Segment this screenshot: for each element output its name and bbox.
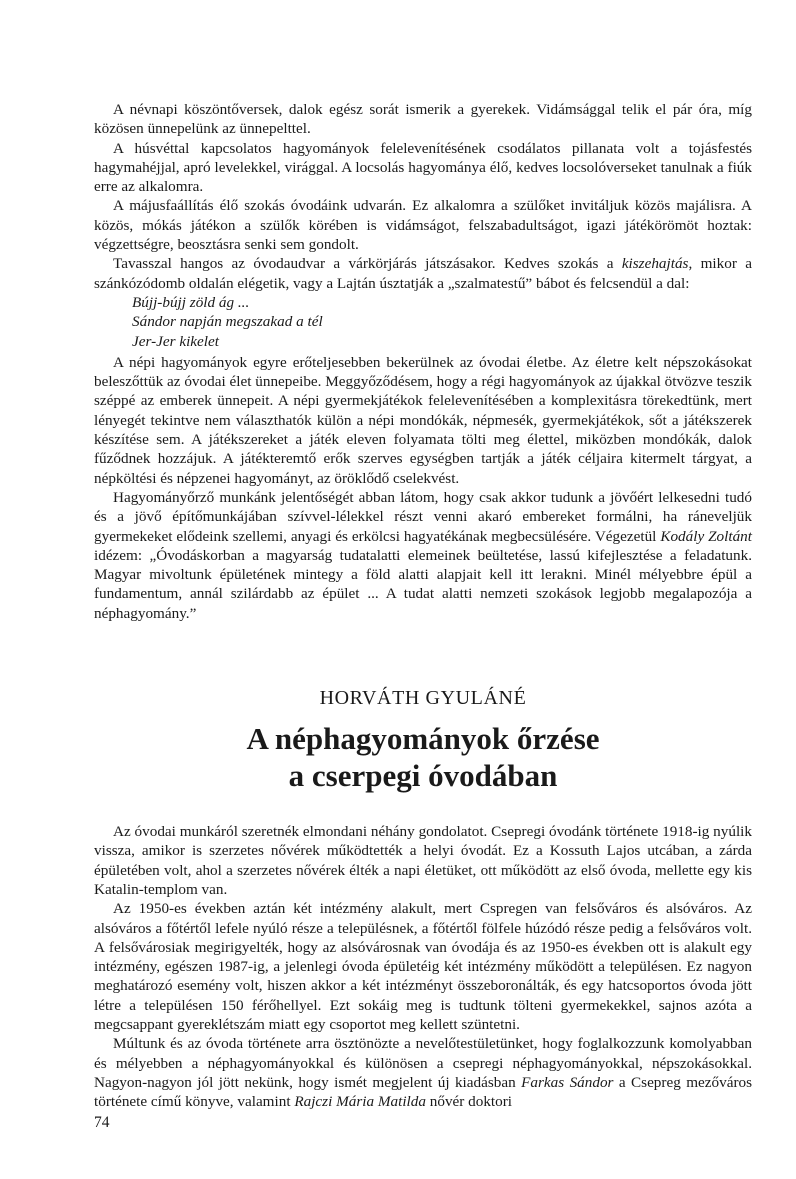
text-run: Hagyományőrző munkánk jelentőségét abban látom, hogy csak akkor tudunk a jövőért lelkesedni tudó és a jövő építőmunkájában szívvel-lélekkel részt venni akaró embereket formálni, ha ráneveljük gyermekeket elődeink szellemi, anyagi és erkölcsi hagyatékának megbecsülésére. Végezetül [94,488,752,545]
paragraph [94,488,752,623]
paragraph: A névnapi köszöntőversek, dalok egész sorát ismerik a gyerekek. Vidámsággal telik el pár óra, míg közösen ünnepelünk az ünnepelttel. [94,101,752,138]
paragraph: A húsvéttal kapcsolatos hagyományok felelevenítésének csodálatos pillanata volt a tojásfestés hagymahéjjal, apró levelekkel, virággal. A locsolás hagyománya élő, kedves locsolóverseket tanulnak a fiúk erre az alkalomra. [94,139,752,196]
paragraph [94,1034,752,1111]
page-body [94,100,752,1111]
text-run: Tavasszal hangos az óvodaudvar a várkörjárás játszásakor. Kedves szokás a [113,255,622,273]
italic-name: Farkas Sándor [521,1073,614,1091]
paragraph [94,254,752,293]
italic-name: Rajczi Mária Matilda [294,1093,426,1111]
text-run: a Csepreg mezőváros története című könyve, valamint [94,1073,753,1111]
paragraph: A májusfaállítás élő szokás óvodáink udvarán. Ez alkalomra a szülőket invitáljuk közös majálisra. A közös, mókás játékon a szülők körében is vidámságot, felszabadultságot, igazi játékörömöt hoztak: végzettségre, beosztásra senki sem gondolt. [94,197,752,254]
title-line: A néphagyományok őrzése [246,721,600,757]
text-run: idézem: „Óvodáskorban a magyarság tudatalatti elemeinek beültetése, lassú kifejlesztése a feladatunk. Magyar mivoltunk épületének mintegy a föld alatti alapjait kell itt lerakni. Minél mélyebbre épül a fundamentum, annál szilárdabb az épület ... A tudat alatti nemzeti szokások legjobb megalapozója a néphagyomány.” [94,546,752,622]
article-author: HORVÁTH GYULÁNÉ [319,687,527,710]
verse-line: Bújj-bújj zöld ág ... [132,293,250,311]
title-line: a cserpegi óvodában [288,758,558,794]
article-title [94,720,752,794]
song-verse [94,293,752,351]
paragraph: Az óvodai munkáról szeretnék elmondani néhány gondolatot. Csepregi óvodánk története 1918-ig nyúlik vissza, amikor is szerzetes nővérek működtették a helyi óvodát. Ez a Kossuth Lajos utcában, a zárda épületében volt, ahol a szerzetes nővérek élték a napi életüket, ott működött az első óvoda, mellette egy kis Katalin-templom van. [94,823,752,898]
verse-line: Jer-Jer kikelet [132,332,219,350]
paragraph: Az 1950-es években aztán két intézmény alakult, mert Cspregen van felsőváros és alsóváros. Az alsóváros a főtértől lefele nyúló része a településnek, a főtértől fölfele húzódó része pedig a felsőváros volt. A felsővárosiak megirigyelték, hogy az alsóvárosnak van óvodája és az 1950-es években ott is alakult egy intézmény, egészen 1987-ig, a jelenlegi óvoda épületéig két intézmény működött a településen. Ez nagyon meghatározó esemény volt, hiszen akkor a két intézményt összeboronálták, és egy hatcsoportos óvoda jött létre a településen 150 férőhellyel. Ezt sokáig meg is tudtunk tölteni gyermekekkel, sajnos azóta a megcsappant gyereklétszám miatt egy csoportot meg kellett szüntetni. [94,900,752,1033]
italic-name: Kodály Zoltánt [660,527,752,545]
page-number: 74 [94,1114,110,1131]
text-run: , mikor a szánkózódomb oldalán elégetik, vagy a Lajtán úsztatják a „szalmatestű” bábot és felcsendül a dal: [94,255,752,292]
italic-term: kiszehajtás [621,255,689,273]
verse-line: Sándor napján megszakad a tél [132,313,323,331]
text-run: Múltunk és az óvoda története arra ösztönözte a nevelőtestületünket, hogy foglalkozzunk komolyabban és mélyebben a néphagyományokkal és különösen a csepregi néphagyományokkal, népszokásokkal. Nagyon-nagyon jól jött nekünk, hogy ismét megjelent új kiadásban [94,1035,752,1091]
paragraph: A népi hagyományok egyre erőteljesebben bekerülnek az óvodai életbe. Az életre kelt népszokásokat beleszőttük az óvodai élet ünnepeibe. Meggyőződésem, hogy a régi hagyományok az újakkal ötvözve teszik széppé az emberek ünnepeit. A népi gyermekjátékok felelevenítésében a komplexitásra törekedtünk, mert lényegét tekintve nem választhatók külön a népi mondókák, népmesék, gyermekjátékok, sőt a játékszerek készítése sem. A játékszereket a játék eleven folyamata tölti meg élettel, miközben mondókák, dalok fűződnek hozzájuk. A játékteremtő erők szerves egységben tartják a játék céljaira kitermelt tárgyat, a népköltési és népzenei hagyományt, az öröklődő cselekvést. [94,353,752,487]
text-run: nővér doktori [425,1093,513,1111]
